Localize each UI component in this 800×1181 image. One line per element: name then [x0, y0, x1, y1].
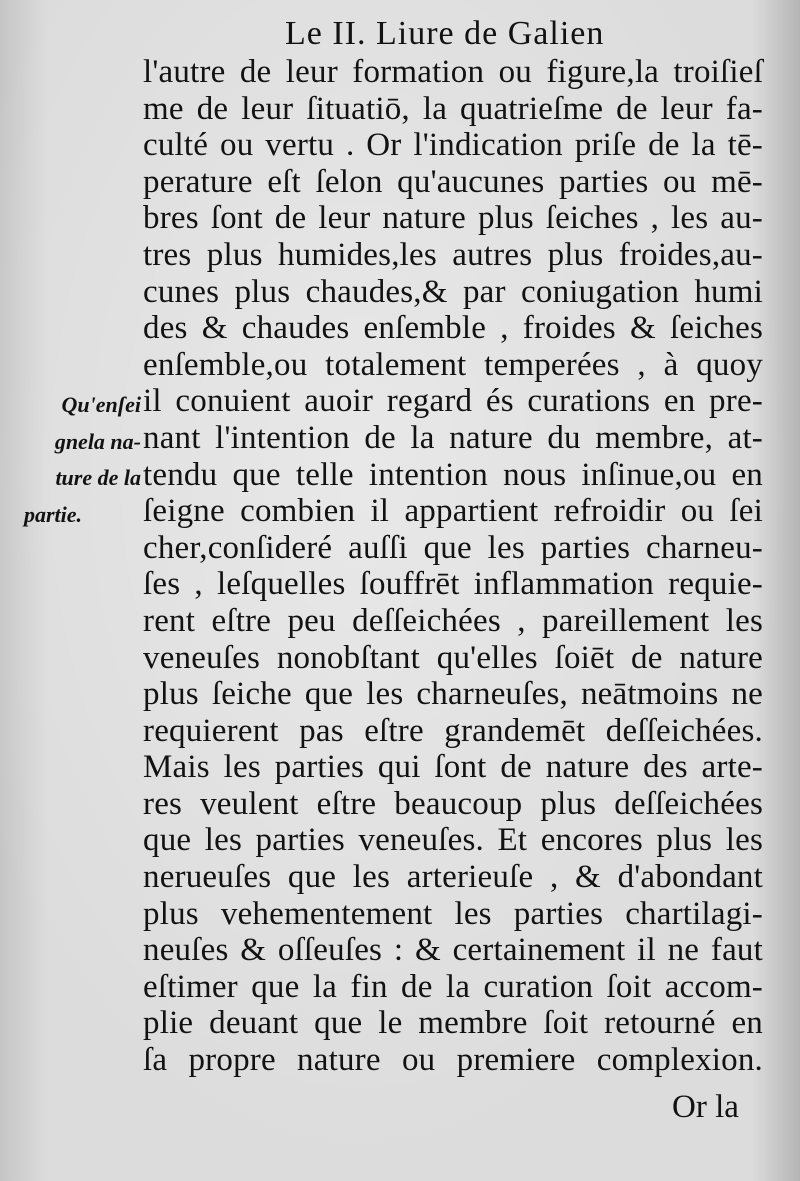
text-line: Mais les parties qui ſont de nature des arte- [143, 749, 763, 786]
text-line: des & chaudes enſemble , froides & ſeiches [143, 310, 763, 347]
text-line: perature eſt ſelon qu'aucunes parties ou mē- [143, 163, 763, 200]
text-line: que les parties veneuſes. Et encores plus les [143, 822, 763, 859]
marginal-note-line: ture de la [55, 465, 141, 491]
text-line: culté ou vertu . Or l'indication priſe de la tē- [143, 127, 763, 164]
text-line: plus ſeiche que les charneuſes, neātmoins ne [143, 676, 763, 713]
text-line: neuſes & oſſeuſes : & certainement il ne faut [143, 932, 763, 969]
text-line: il conuient auoir regard és curations en pre- [143, 383, 763, 420]
catchword: Or la [672, 1089, 739, 1125]
text-line: veneuſes nonobſtant qu'elles ſoiēt de nature [143, 639, 763, 676]
text-line: tres plus humides,les autres plus froides,au- [143, 236, 763, 273]
text-line: nerueuſes que les arterieuſe , & d'abondant [143, 859, 763, 896]
text-line: ſeigne combien il appartient refroidir ou ſei [143, 493, 763, 530]
running-head: Le II. Liure de Galien [285, 15, 605, 52]
text-line: rent eſtre peu deſſeichées , pareillement les [143, 602, 763, 639]
text-line: plus vehementement les parties chartilagi- [143, 895, 763, 932]
text-line: nant l'intention de la nature du membre, at- [143, 419, 763, 456]
body-text [143, 54, 763, 1079]
marginal-note-line: gnela na- [54, 428, 141, 454]
marginal-note-line: Qu'enſei [61, 392, 141, 417]
text-line: me de leur ſituatiō, la quatrieſme de leur fa- [143, 90, 763, 127]
text-line: ſes , leſquelles ſouffrēt inflammation requie- [143, 566, 763, 603]
text-line: l'autre de leur formation ou figure,la troiſieſ [143, 54, 763, 90]
marginal-note-line: partie. [24, 501, 83, 527]
text-line: cher,conſideré auſſi que les parties charneu- [143, 529, 763, 566]
marginal-note [16, 387, 141, 533]
text-line: requierent pas eſtre grandemēt deſſeichées. [143, 712, 763, 749]
text-line: eſtimer que la fin de la curation ſoit accom- [143, 968, 763, 1005]
text-line: ſa propre nature ou premiere complexion. [143, 1042, 763, 1079]
text-line: res veulent eſtre beaucoup plus deſſeichées [143, 785, 763, 822]
text-line: enſemble,ou totalement temperées , à quoy [143, 346, 763, 383]
text-line: plie deuant que le membre ſoit retourné en [143, 1005, 763, 1042]
text-line: tendu que telle intention nous inſinue,ou en [143, 456, 763, 493]
text-line: bres ſont de leur nature plus ſeiches , les au- [143, 200, 763, 237]
text-line: cunes plus chaudes,& par coniugation humi [143, 273, 763, 310]
